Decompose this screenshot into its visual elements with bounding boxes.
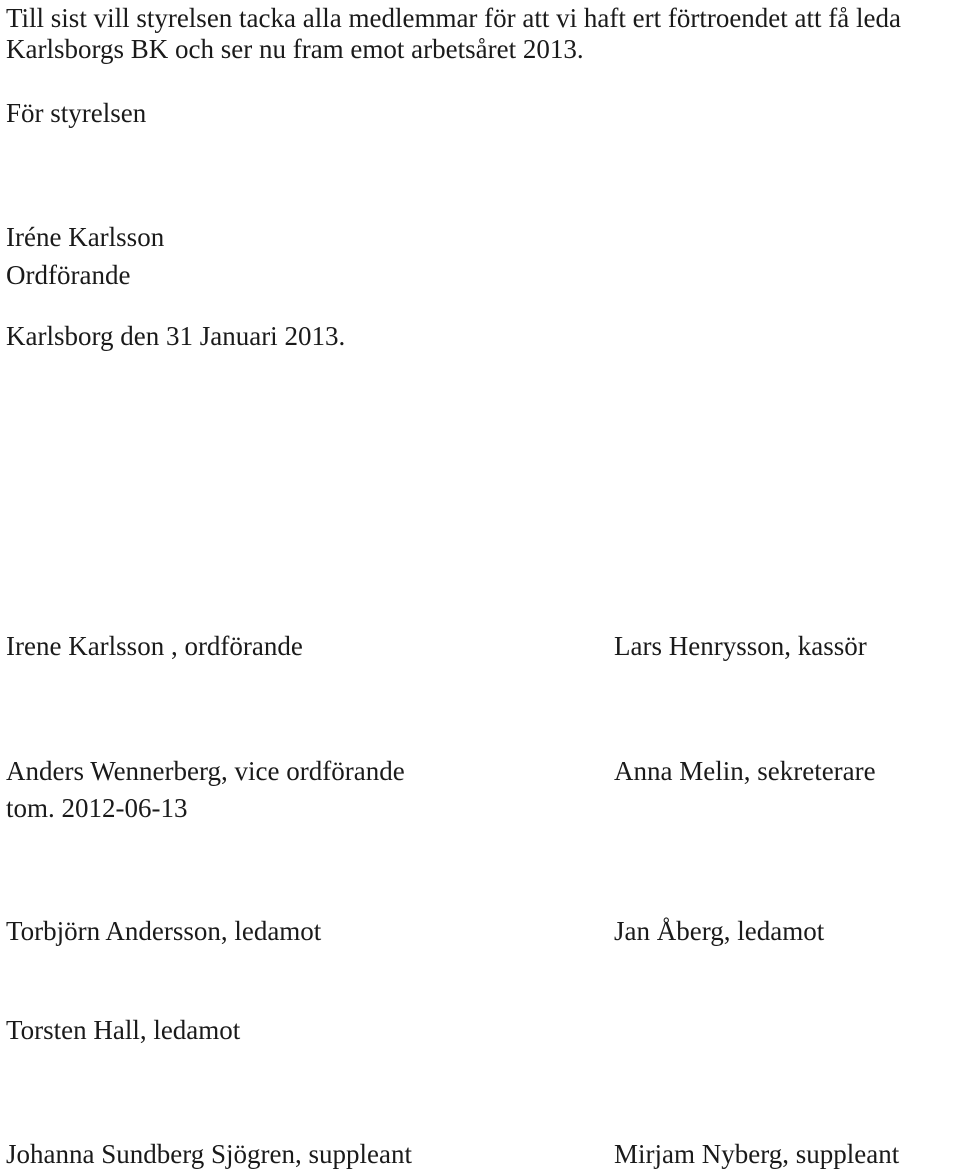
- signature-line: Irene Karlsson , ordförande: [6, 631, 303, 661]
- signer-name: Iréne Karlsson: [6, 222, 165, 252]
- signature-line: Lars Henrysson, kassör: [614, 631, 867, 661]
- closing-phrase: För styrelsen: [6, 98, 147, 128]
- signature-line: Mirjam Nyberg, suppleant: [614, 1139, 900, 1169]
- signer-title: Ordförande: [6, 260, 131, 290]
- signature-line: Torbjörn Andersson, ledamot: [6, 916, 322, 946]
- signature-note: tom. 2012-06-13: [6, 793, 188, 823]
- intro-line-1: Till sist vill styrelsen tacka alla medlemmar för att vi haft ert förtroendet att få leda: [6, 3, 901, 33]
- signature-line: Anders Wennerberg, vice ordförande: [6, 756, 405, 786]
- signature-line: Jan Åberg, ledamot: [614, 916, 825, 946]
- intro-line-2: Karlsborgs BK och ser nu fram emot arbetsåret 2013.: [6, 34, 584, 64]
- signature-line: Johanna Sundberg Sjögren, suppleant: [6, 1139, 412, 1169]
- signature-line: Torsten Hall, ledamot: [6, 1015, 241, 1045]
- signature-line: Anna Melin, sekreterare: [614, 756, 876, 786]
- place-date: Karlsborg den 31 Januari 2013.: [6, 321, 346, 351]
